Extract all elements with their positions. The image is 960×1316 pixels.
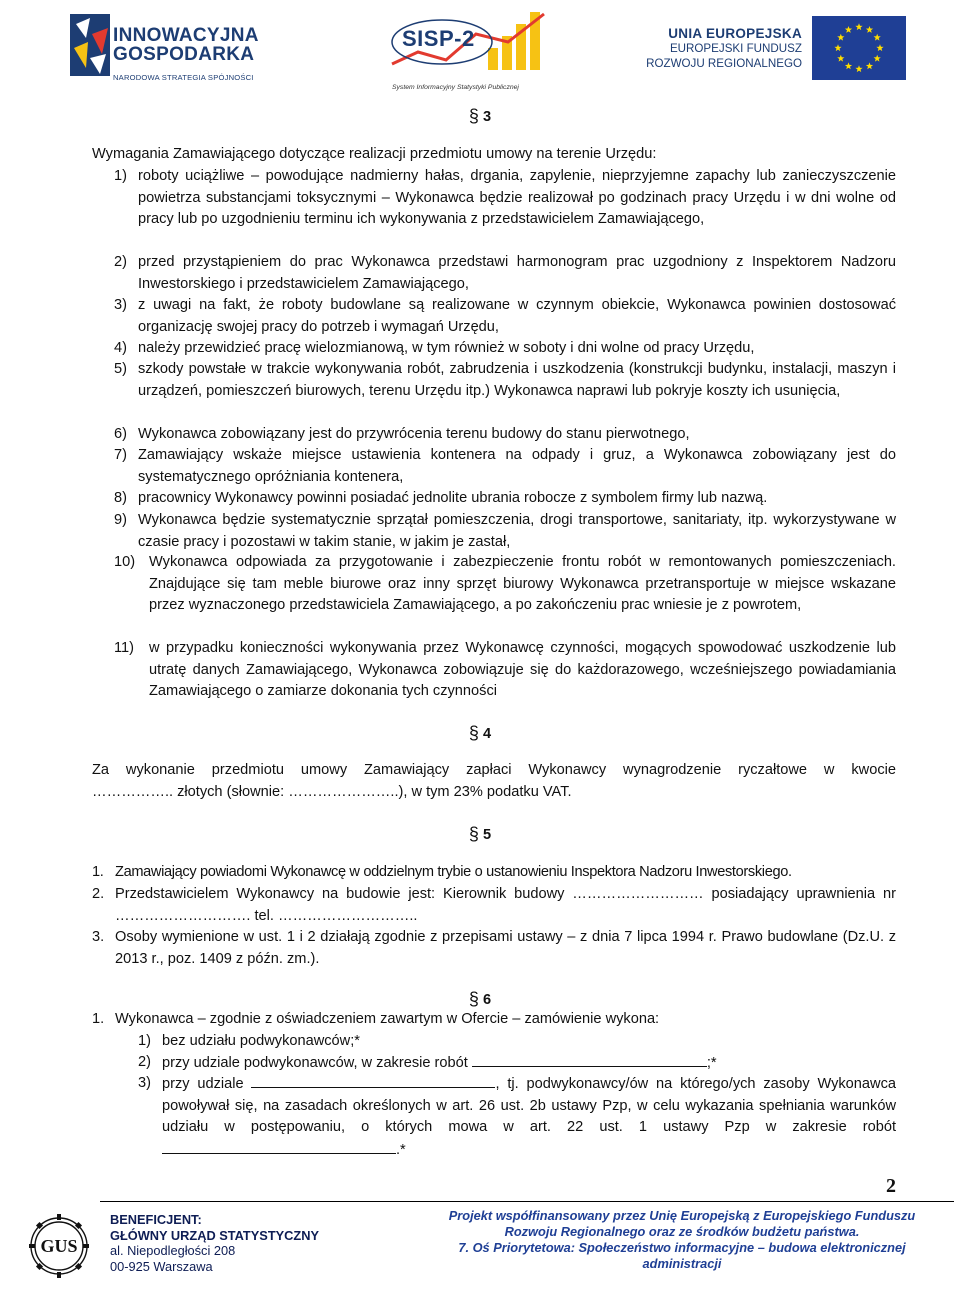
sisp-2-logo (388, 8, 553, 91)
eu-fund-text: UNIA EUROPEJSKA EUROPEJSKI FUNDUSZ ROZWOJU REGIONALNEGO (646, 26, 802, 70)
list-item: 5) szkody powstałe w trakcie wykonywania robót, zabrudzenia i uszkodzenia (konstrukcji budynku, instalacji, maszyn i urządzeń, pomieszczeń biurowych, terenu Urzędu itp.) Wykonawca naprawi lub pokryje koszty ich usunięcia, (114, 361, 896, 399)
section-3-heading: § 3 (468, 106, 492, 126)
sub-item: 2) przy udziale podwykonawców, w zakresie robót ;* (138, 1054, 717, 1071)
footer-divider (100, 1201, 954, 1202)
section-4-line-1: Za wykonanie przedmiotu umowy Zamawiający zapłaci Wykonawcy wynagrodzenie ryczałtowe w kwocie (92, 762, 896, 778)
list-item: 11) w przypadku konieczności wykonywania przez Wykonawcę czynności, mogących spowodować uszkodzenie lub utratę danych Zamawiającego, Wykonawca zobowiązuje się do każdorazowego, wcześniejszego powiadamiania Zamawiającego o zamiarze dokonania tych czynności (114, 640, 896, 699)
list-item: 8) pracownicy Wykonawcy powinni posiadać jednolite ubrania robocze z symbolem firmy lub nazwą. (114, 490, 768, 506)
list-item: 7) Zamawiający wskaże miejsce ustawienia kontenera na odpady i gruz, a Wykonawca zobowiązany jest do systematycznego opróżniania kontenera, (114, 447, 896, 485)
section-4-heading: § 4 (468, 723, 492, 743)
sub-item: 3) przy udziale , tj. podwykonawcy/ów na którego/ych zasoby Wykonawca powoływał się, na zasadach określonych w art. 26 ust. 2b ustawy Pzp, w celu wykazania spełniania warunków udziału w postępowaniu, o których mowa w art. 22 ust. 1 ustawy Pzp w zakresie robót .* (138, 1075, 896, 1158)
list-item: 9) Wykonawca będzie systematycznie sprzątał pomieszczenia, drogi transportowe, sanitariaty, itp. wykorzystywane w czasie pracy i pozostawi w takim stanie, w jakim je zastał, (114, 512, 896, 550)
narodowa-strategia-subtitle: NARODOWA STRATEGIA SPÓJNOŚCI (113, 73, 254, 82)
sub-item: 1) bez udziału podwykonawców;* (138, 1033, 360, 1049)
list-item: 1. Wykonawca – zgodnie z oświadczeniem zawartym w Ofercie – zamówienie wykona: (92, 1011, 660, 1027)
blank-field (162, 1139, 396, 1154)
section-6-heading: § 6 (468, 989, 492, 1009)
list-item: 2. Przedstawicielem Wykonawcy na budowie jest: Kierownik budowy ……………………… posiadający uprawnienia nr ………………………. tel. ……………………….. (92, 886, 896, 924)
section-3-intro: Wymagania Zamawiającego dotyczące realizacji przedmiotu umowy na terenie Urzędu: (92, 146, 657, 162)
blank-field (472, 1052, 707, 1067)
innowacyjna-gospodarka-mark-icon (70, 14, 112, 78)
list-item: 1. Zamawiający powiadomi Wykonawcę w oddzielnym trybie o ustanowieniu Inspektora Nadzoru Inwestorskiego. (92, 864, 792, 880)
svg-text:GUS: GUS (40, 1236, 78, 1256)
eu-flag-icon (812, 16, 906, 80)
innowacyjna-gospodarka-logo (70, 12, 300, 84)
list-item: 3. Osoby wymienione w ust. 1 i 2 działają zgodnie z przepisami ustawy – z dnia 7 lipca 1994 r. Prawo budowlane (Dz.U. z 2013 r., poz. 1409 z późn. zm.). (92, 929, 896, 967)
section-4-line-2: …………….. złotych (słownie: …………………..), w tym 23% podatku VAT. (92, 784, 572, 800)
sisp-title: SISP-2 (402, 26, 475, 51)
section-5-heading: § 5 (468, 824, 492, 844)
list-item: 4) należy przewidzieć pracę wielozmianową, w tym również w soboty i dni wolne od pracy Urzędu, (114, 340, 755, 356)
innowacyjna-gospodarka-title: INNOWACYJNA GOSPODARKA (113, 25, 259, 65)
blank-field (251, 1073, 495, 1088)
eu-fund-logo (640, 14, 910, 84)
page-number: 2 (886, 1175, 896, 1197)
list-item: 10) Wykonawca odpowiada za przygotowanie i zabezpieczenie frontu robót w remontowanych pomieszczeniach. Znajdujące się tam meble biurowe oraz inny sprzęt biurowy Wykonawca przetransportuje w miejsce wskazane przez wyznaczonego przedstawiciela Zamawiającego, a po zakończeniu prac wniesie je z powrotem, (114, 554, 896, 613)
gus-logo-icon (26, 1214, 92, 1278)
sisp-subtitle: System Informacyjny Statystyki Publicznej (392, 84, 519, 91)
beneficiary-block: BENEFICJENT: GŁÓWNY URZĄD STATYSTYCZNY al. Niepodległości 208 00-925 Warszawa (110, 1212, 320, 1274)
project-cofinancing-note: Projekt współfinansowany przez Unię Europejską z Europejskiego Funduszu Rozwoju Regionalnego oraz ze środków budżetu państwa. 7. Oś Priorytetowa: Społeczeństwo informacyjne – budowa elektronicznej administracji (448, 1208, 916, 1271)
list-item: 1) roboty uciążliwe – powodujące nadmierny hałas, drgania, zapylenie, nieprzyjemne zapachy lub zanieczyszczenie powietrza substancjami toksycznymi – Wykonawca będzie realizował po godzinach pracy Urzędu i w dni wolne od pracy lub po uzgodnieniu terminu ich wykonywania z przedstawicielem Zamawiającego, (114, 168, 896, 227)
list-item: 2) przed przystąpieniem do prac Wykonawca przedstawi harmonogram prac uzgodniony z Inspektorem Nadzoru Inwestorskiego i przedstawicielem Zamawiającego, (114, 254, 896, 292)
list-item: 3) z uwagi na fakt, że roboty budowlane są realizowane w czynnym obiekcie, Wykonawca powinien dostosować organizację swojej pracy do potrzeb i wymagań Urzędu, (114, 297, 896, 335)
list-item: 6) Wykonawca zobowiązany jest do przywrócenia terenu budowy do stanu pierwotnego, (114, 426, 690, 442)
